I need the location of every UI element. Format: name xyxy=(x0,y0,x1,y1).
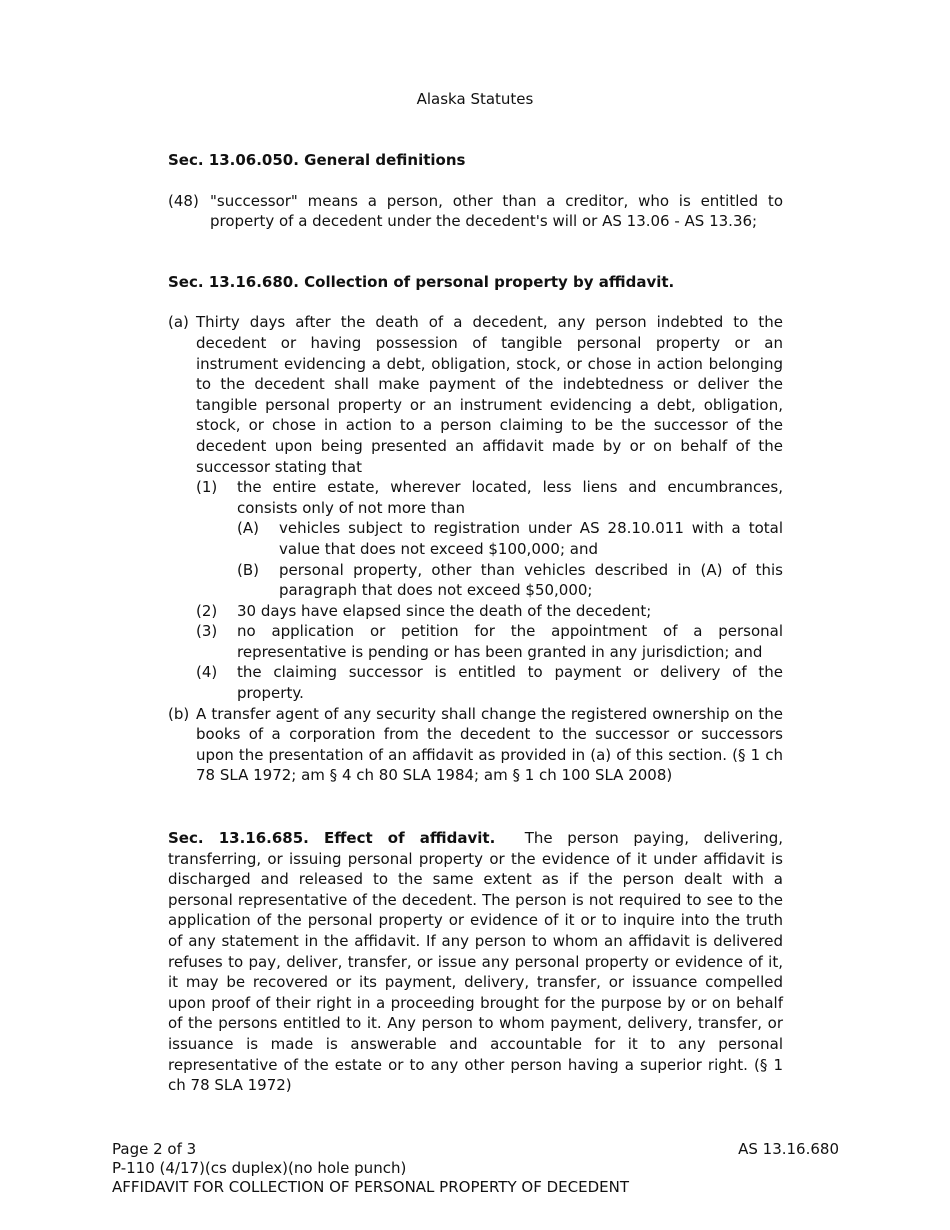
effect-text: The person paying, delivering, transferring, or issuing personal property or the evidence of it under affidavit is discharged and released to the same extent as if the person dealt with a personal representative of the decedent. The person is not required to see to the application of the personal property or evidence of it or to inquire into the truth of any statement in the affidavit. If any person to whom an affidavit is delivered refuses to pay, deliver, transfer, or issue any personal property or evidence of it, it may be recovered or its payment, delivery, transfer, or issuance compelled upon proof of their right in a proceeding brought for the purpose by or on behalf of the persons entitled to it. Any person to whom payment, delivery, transfer, or issuance is made is answerable and accountable for it to any personal representative of the estate or to any other person having a superior right. (§ 1 ch 78 SLA 1972) xyxy=(168,829,783,1095)
sub-list-item xyxy=(237,518,783,559)
page-footer xyxy=(112,1140,839,1197)
definition-number: (48) xyxy=(168,191,199,210)
page-header-title: Alaska Statutes xyxy=(416,90,534,108)
definition-item xyxy=(168,191,783,232)
item-number: (2) xyxy=(196,601,218,620)
item-number: (3) xyxy=(196,622,218,641)
list-item xyxy=(196,601,783,622)
statute-content xyxy=(168,150,783,1096)
effect-section xyxy=(168,828,783,1096)
subsection-a-text: Thirty days after the death of a decedent, any person indebted to the decedent or having possession of tangible personal property or an instrument evidencing a debt, obligation, stock, or chose in action belonging to the decedent shall make payment of the indebtedness or deliver the tangible personal property or an instrument evidencing a debt, obligation, stock, or chose in action to a person claiming to be the successor of the decedent upon being presented an affidavit made by or on behalf of the successor stating that xyxy=(196,313,783,476)
subsection-b-label: (b) xyxy=(168,704,190,723)
item-text: 30 days have elapsed since the death of the decedent; xyxy=(237,601,652,620)
subsection-b-text: A transfer agent of any security shall change the registered ownership on the books of a corporation from the decedent to the successor or successors upon the presentation of an affidavit as provided in (a) of this section. (§ 1 ch 78 SLA 1972; am § 4 ch 80 SLA 1984; am § 1 ch 100 SLA 2008) xyxy=(196,704,783,785)
subsection-a xyxy=(168,312,783,703)
footer-form-title: AFFIDAVIT FOR COLLECTION OF PERSONAL PROPERTY OF DECEDENT xyxy=(112,1178,629,1196)
effect-heading: Sec. 13.16.685. Effect of affidavit. xyxy=(168,829,496,848)
list-item xyxy=(196,662,783,703)
subsection-a-label: (a) xyxy=(168,313,189,332)
footer-form-code: P-110 (4/17)(cs duplex)(no hole punch) xyxy=(112,1159,407,1177)
subsection-b xyxy=(168,704,783,786)
subitem-text: personal property, other than vehicles described in (A) of this paragraph that does not exceed $50,000; xyxy=(279,560,783,600)
footer-statute-ref: AS 13.16.680 xyxy=(738,1140,839,1158)
item-text: no application or petition for the appointment of a personal representative is pending or has been granted in any jurisdiction; and xyxy=(237,622,783,661)
item-number: (1) xyxy=(196,478,218,497)
list-item xyxy=(196,477,783,601)
definition-text: "successor" means a person, other than a creditor, who is entitled to property of a decedent under the decedent's will or AS 13.06 - AS 13.36; xyxy=(210,191,783,231)
subitem-text: vehicles subject to registration under AS 28.10.011 with a total value that does not exceed $100,000; and xyxy=(279,519,783,558)
sub-list-item xyxy=(237,560,783,601)
item-text: the claiming successor is entitled to payment or delivery of the property. xyxy=(237,663,783,703)
footer-page-number: Page 2 of 3 xyxy=(112,1140,197,1158)
item-number: (4) xyxy=(196,663,218,682)
collection-heading: Sec. 13.16.680. Collection of personal property by affidavit. xyxy=(168,272,675,291)
subitem-label: (B) xyxy=(237,560,259,579)
list-item xyxy=(196,621,783,662)
subitem-label: (A) xyxy=(237,519,259,538)
item-text: the entire estate, wherever located, less liens and encumbrances, consists only of not more than xyxy=(237,478,783,517)
definitions-heading: Sec. 13.06.050. General definitions xyxy=(168,151,466,169)
